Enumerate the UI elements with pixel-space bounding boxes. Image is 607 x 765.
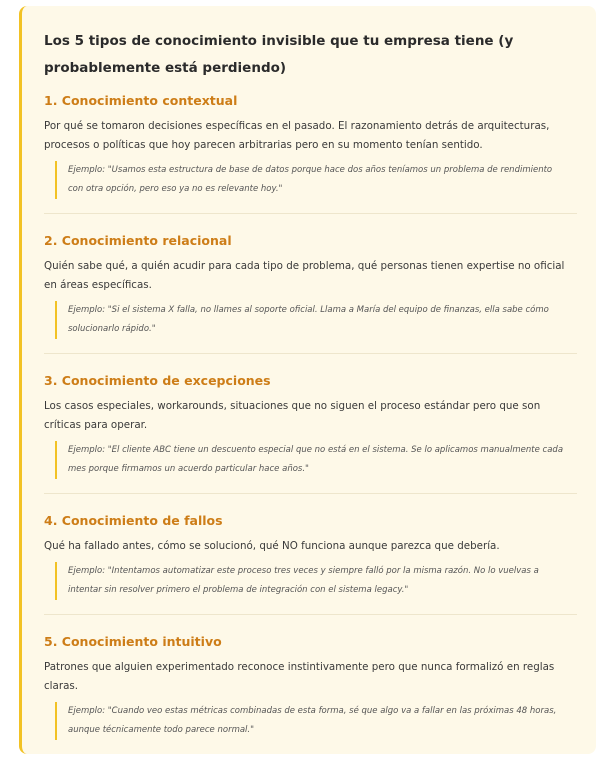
article-title: Los 5 tipos de conocimiento invisible que tu empresa tiene (y probablemente está perdiendo) [44,33,514,76]
section-description: Qué ha fallado antes, cómo se solucionó, qué NO funciona aunque parezca que debería. [44,540,500,552]
article-card [19,6,596,754]
section-heading: 4. Conocimiento de fallos [44,513,223,528]
section-heading: 3. Conocimiento de excepciones [44,373,271,388]
section-example-quote: Ejemplo: "Intentamos automatizar este proceso tres veces y siempre falló por la misma razón. No lo vuelvas a intentar sin resolver primero el problema de integración con el sistema legacy." [55,562,564,600]
section-example-quote: Ejemplo: "Cuando veo estas métricas combinadas de esta forma, sé que algo va a fallar en las próximas 48 horas, aunque técnicamente todo parece normal." [55,702,564,740]
knowledge-type-section [44,92,574,214]
section-heading: 1. Conocimiento contextual [44,93,238,108]
section-example-quote: Ejemplo: "Usamos esta estructura de base de datos porque hace dos años teníamos un problema de rendimiento con otra opción, pero eso ya no es relevante hoy." [55,161,564,199]
knowledge-type-section [44,372,574,494]
section-divider [44,614,577,615]
section-description: Quién sabe qué, a quién acudir para cada tipo de problema, qué personas tienen expertise no oficial en áreas específicas. [44,260,565,291]
section-example-quote: Ejemplo: "Si el sistema X falla, no llames al soporte oficial. Llama a María del equipo de finanzas, ella sabe cómo solucionarlo rápido." [55,301,564,339]
knowledge-type-section [44,232,574,354]
section-divider [44,493,577,494]
knowledge-type-section [44,633,574,740]
section-heading: 2. Conocimiento relacional [44,233,232,248]
section-description: Patrones que alguien experimentado reconoce instintivamente pero que nunca formalizó en reglas claras. [44,661,555,692]
section-divider [44,213,577,214]
section-description: Por qué se tomaron decisiones específicas en el pasado. El razonamiento detrás de arquitecturas, procesos o políticas que hoy parecen arbitrarias pero en su momento tenían sentido. [44,120,550,151]
section-description: Los casos especiales, workarounds, situaciones que no siguen el proceso estándar pero que son críticas para operar. [44,400,541,431]
section-heading: 5. Conocimiento intuitivo [44,634,222,649]
section-example-quote: Ejemplo: "El cliente ABC tiene un descuento especial que no está en el sistema. Se lo aplicamos manualmente cada mes porque firmamos un acuerdo particular hace años." [55,441,564,479]
knowledge-type-section [44,512,574,615]
section-divider [44,353,577,354]
